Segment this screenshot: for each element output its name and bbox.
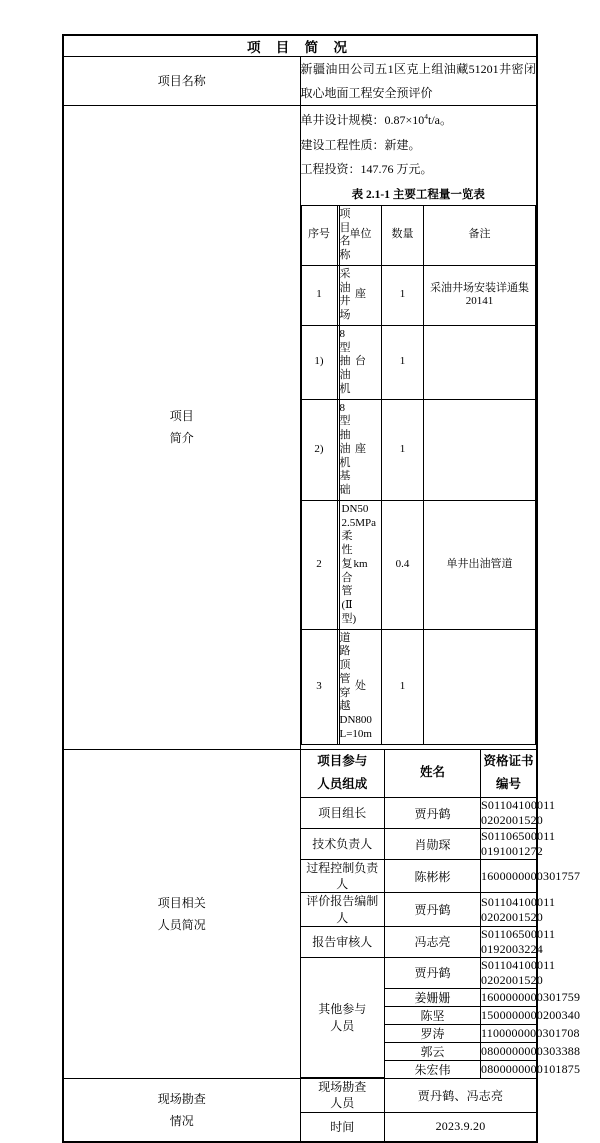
eng-cell-no: 2	[301, 500, 337, 629]
personnel-name: 朱宏伟	[385, 1060, 481, 1078]
personnel-cert: S01106500011 0192003224	[481, 926, 556, 956]
table-row	[301, 500, 536, 629]
project-intro-label-line2: 简介	[169, 431, 194, 446]
table-row	[301, 629, 536, 744]
project-name-value: 新疆油田公司五1区克上组油藏51201井密闭取心地面工程安全预评价	[300, 62, 536, 100]
site-survey-row	[63, 1079, 537, 1142]
eng-cell-no: 1)	[301, 325, 337, 399]
personnel-role: 技术负责人	[301, 829, 385, 860]
site-survey-time-value: 2023.9.20	[385, 1112, 537, 1141]
project-overview-table	[62, 34, 581, 1143]
site-survey-label-line2: 情况	[169, 1114, 194, 1129]
personnel-cert: 1500000000200340	[481, 1006, 537, 1024]
personnel-cert: S01104100011 0202001520	[481, 957, 556, 987]
intro-investment-prefix: 工程投资：	[300, 162, 361, 177]
eng-cell-qty: 1	[382, 325, 424, 399]
intro-nature-text: 建设工程性质：新建。	[300, 137, 421, 152]
personnel-content-cell	[300, 749, 581, 1079]
eng-cell-unit: km	[340, 500, 382, 629]
other-personnel-label-line1: 其他参与	[318, 1002, 367, 1017]
site-survey-people-label-line2: 人员	[330, 1096, 355, 1111]
personnel-cert: 1100000000301708	[481, 1024, 537, 1042]
personnel-cert: S01104100011 0202001520	[481, 893, 537, 926]
eng-cell-unit: 台	[340, 325, 382, 399]
eng-cell-remark	[424, 629, 536, 744]
table-row	[301, 325, 536, 399]
personnel-cert: S01104100011 0202001520	[481, 798, 556, 828]
personnel-cert: 0800000000101875	[481, 1061, 581, 1076]
site-survey-people-label	[301, 1079, 385, 1112]
personnel-header-row	[301, 750, 537, 798]
table-row	[301, 829, 537, 860]
eng-header-no: 序号	[301, 205, 337, 265]
eng-cell-remark	[424, 325, 536, 399]
personnel-cert: 0800000000303388	[481, 1042, 537, 1060]
personnel-name: 贾丹鹤	[385, 893, 481, 926]
personnel-name: 肖勋琛	[385, 829, 481, 860]
eng-cell-qty: 1	[382, 399, 424, 500]
personnel-name: 陈彬彬	[385, 860, 481, 893]
table-row	[301, 893, 537, 926]
eng-header-qty: 数量	[382, 205, 424, 265]
table-row	[301, 860, 537, 893]
eng-header-remark: 备注	[424, 205, 536, 265]
site-survey-time-row	[301, 1112, 537, 1141]
intro-scale-prefix: 单井设计规模：	[300, 113, 385, 127]
personnel-header-role	[301, 750, 385, 798]
site-survey-label-line1: 现场勘查	[157, 1091, 206, 1106]
table-row	[301, 957, 537, 988]
eng-header-unit: 单位	[340, 205, 382, 265]
eng-cell-name: 8 型抽油机基础	[337, 399, 340, 500]
eng-cell-no: 2)	[301, 399, 337, 500]
project-name-value-cell	[300, 57, 537, 106]
personnel-section-label-line1: 项目相关	[157, 895, 206, 910]
personnel-section-row	[63, 749, 537, 1079]
eng-cell-name: 道路顶管穿越 DN800 L=10m	[337, 629, 340, 744]
personnel-cert: 1600000000301757	[481, 860, 537, 893]
page-title: 项 目 简 况	[63, 35, 537, 57]
title-row	[63, 35, 537, 57]
project-intro-row	[63, 106, 537, 750]
personnel-name: 贾丹鹤	[385, 798, 481, 829]
eng-cell-no: 3	[301, 629, 337, 744]
personnel-name: 郭云	[385, 1042, 481, 1060]
eng-cell-qty: 1	[382, 629, 424, 744]
personnel-role: 过程控制负责人	[301, 860, 385, 893]
personnel-role: 评价报告编制人	[301, 893, 385, 926]
eng-cell-qty: 0.4	[382, 500, 424, 629]
project-intro-label-line1: 项目	[169, 409, 194, 424]
engineering-quantity-table	[301, 205, 537, 745]
engineering-table-header-row	[301, 205, 536, 265]
other-personnel-label-line2: 人员	[330, 1018, 355, 1033]
personnel-header-role-line2: 人员组成	[317, 777, 368, 792]
personnel-name: 陈坚	[385, 1006, 481, 1024]
personnel-name: 姜姗姗	[385, 988, 481, 1006]
personnel-role: 项目组长	[301, 798, 385, 829]
table-row	[301, 265, 536, 325]
personnel-table	[301, 750, 581, 1079]
eng-cell-remark: 单井出油管道	[424, 500, 536, 629]
personnel-name: 冯志亮	[385, 926, 481, 957]
personnel-cert: 1600000000301759	[481, 988, 537, 1006]
eng-cell-qty: 1	[382, 265, 424, 325]
intro-scale-number: 0.87×10	[384, 113, 425, 127]
project-intro-label	[63, 106, 300, 750]
table-row	[301, 399, 536, 500]
project-name-row	[63, 57, 537, 106]
personnel-header-name: 姓名	[385, 750, 481, 798]
eng-cell-name: 8 型抽油机	[337, 325, 340, 399]
eng-cell-name: DN50 2.5MPa 柔性复合管(Ⅱ型)	[337, 500, 340, 629]
personnel-role: 报告审核人	[301, 926, 385, 957]
other-personnel-label	[301, 957, 385, 1078]
project-name-label: 项目名称	[63, 57, 300, 106]
personnel-section-label	[63, 749, 300, 1079]
document-page	[62, 34, 581, 1143]
intro-scale-suffix: t/a。	[428, 113, 453, 127]
personnel-header-role-line1: 项目参与	[317, 753, 368, 768]
site-survey-content-cell	[300, 1079, 537, 1142]
table-row	[301, 926, 537, 957]
intro-investment-number: 147.76	[360, 162, 394, 177]
intro-scale-exponent: 4	[424, 112, 429, 121]
table-row	[301, 798, 537, 829]
site-survey-people-value: 贾丹鹤、冯志亮	[385, 1079, 537, 1112]
personnel-section-label-line2: 人员简况	[157, 917, 206, 932]
intro-paragraph-scale	[301, 111, 537, 130]
eng-cell-unit: 处	[340, 629, 382, 744]
site-survey-people-row	[301, 1079, 537, 1112]
personnel-name: 贾丹鹤	[385, 957, 481, 988]
intro-paragraph-investment	[301, 160, 537, 179]
eng-cell-remark: 采油井场安装详通集20141	[424, 265, 536, 325]
site-survey-people-label-line1: 现场勘查	[318, 1080, 367, 1095]
site-survey-table	[301, 1079, 537, 1141]
eng-cell-unit: 座	[340, 399, 382, 500]
eng-cell-name: 采油井场	[337, 265, 340, 325]
project-intro-content	[300, 106, 537, 750]
personnel-name: 罗涛	[385, 1024, 481, 1042]
engineering-table-caption: 表 2.1-1 主要工程量一览表	[351, 188, 485, 201]
personnel-cert: S01106500011 0191001272	[481, 829, 556, 859]
site-survey-label	[63, 1079, 300, 1142]
intro-investment-suffix: 万元。	[393, 162, 433, 177]
site-survey-time-label: 时间	[301, 1112, 385, 1141]
eng-cell-no: 1	[301, 265, 337, 325]
eng-header-name: 项目名称	[337, 205, 340, 265]
eng-cell-remark	[424, 399, 536, 500]
personnel-header-cert: 资格证书编号	[481, 750, 537, 798]
eng-cell-unit: 座	[340, 265, 382, 325]
intro-paragraph-nature	[301, 136, 537, 155]
